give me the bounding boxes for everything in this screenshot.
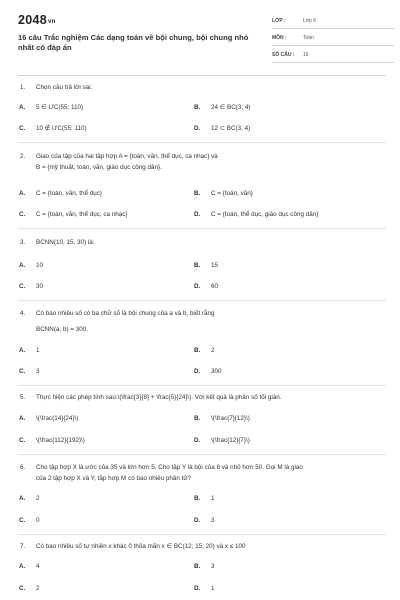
- option-letter: B.: [194, 495, 201, 502]
- option-text: 1: [211, 495, 215, 502]
- meta-row-subject: [272, 31, 394, 46]
- option-text: 1: [36, 347, 40, 354]
- worksheet-header: [18, 10, 386, 60]
- option-letter: C.: [19, 517, 26, 524]
- option-letter: D.: [194, 125, 201, 132]
- option-text: 60: [211, 283, 219, 290]
- meta-value: Lớp 6: [303, 18, 317, 24]
- question-text: Giao của tập của hai tập hợp A = {toán, văn, thể dục, ca nhạc} và: [36, 153, 218, 160]
- question-text: Chọn câu trả lời sai.: [36, 84, 93, 91]
- question-number: 6.: [20, 464, 26, 471]
- logo-suffix: vn: [48, 19, 56, 25]
- option-text: C = {toán, thể dục, giáo dục công dân}: [211, 211, 319, 218]
- meta-value: 16: [303, 52, 309, 58]
- option-text: C = {toán, văn, thể dục}: [36, 190, 102, 197]
- site-logo[interactable]: [18, 13, 56, 27]
- option-letter: C.: [19, 283, 26, 290]
- option-letter: B.: [194, 563, 201, 570]
- option-text: 3: [211, 563, 215, 570]
- meta-row-count: [272, 48, 394, 63]
- option-letter: C.: [19, 368, 26, 375]
- option-text: \(\frac{7}{12}\): [211, 415, 250, 422]
- option-letter: A.: [19, 495, 26, 502]
- option-text: \(\frac{14}{24}\): [36, 415, 79, 422]
- question-text: Có bao nhiêu số tự nhiên x khác 0 thỏa mãn x ∈ BC(12; 15; 20) và x ≤ 100: [36, 543, 246, 550]
- question-divider: [18, 300, 386, 301]
- option-text: 10: [36, 262, 44, 269]
- option-text: 3: [36, 368, 40, 375]
- meta-label: SỐ CÂU :: [272, 52, 295, 58]
- question-text: Thực hiện các phép tính sau:\(\frac{3}{8} + \frac{5}{24}\). Với kết quả là phân số tối giản.: [36, 394, 282, 401]
- question-number: 3.: [20, 239, 26, 246]
- option-text: 0: [36, 517, 40, 524]
- option-text: 24 ∈ BC(3; 4): [211, 104, 251, 111]
- option-letter: D.: [194, 437, 201, 444]
- option-text: 30: [36, 283, 44, 290]
- meta-label: LỚP :: [272, 18, 286, 24]
- option-text: 2: [36, 495, 40, 502]
- question-number: 2.: [20, 153, 26, 160]
- question-number: 5.: [20, 394, 26, 401]
- option-text: \(\frac{112}{192}\): [36, 437, 85, 444]
- option-letter: A.: [19, 190, 26, 197]
- option-letter: C.: [19, 437, 26, 444]
- option-text: C = {toán, văn, thể dục, ca nhạc}: [36, 211, 128, 218]
- meta-value: Toán: [303, 35, 314, 41]
- question-text: Có bao nhiêu số có ba chữ số là bội chung của a và b, biết rằng: [36, 310, 215, 317]
- question-text-line-2: của 2 tập hợp X và Y, tập hợp M có bao nhiêu phần tử?: [36, 475, 192, 482]
- question-divider: [18, 385, 386, 386]
- meta-label: MÔN :: [272, 35, 287, 41]
- option-text: 5 ∈ ƯC(55; 110): [36, 104, 84, 111]
- option-text: C = {toán, văn}: [211, 190, 253, 197]
- option-letter: A.: [19, 563, 26, 570]
- question-divider: [18, 228, 386, 229]
- option-letter: D.: [194, 283, 201, 290]
- option-text: 1: [211, 585, 215, 592]
- option-letter: C.: [19, 211, 26, 218]
- option-text: \(\frac{12}{7}\): [211, 437, 250, 444]
- meta-row-class: [272, 14, 394, 29]
- option-letter: D.: [194, 517, 201, 524]
- option-text: 300: [211, 368, 222, 375]
- option-letter: B.: [194, 415, 201, 422]
- option-letter: D.: [194, 368, 201, 375]
- question-divider: [18, 454, 386, 455]
- question-text: BCNN(10, 15, 30) là:: [36, 239, 95, 246]
- option-text: 4: [36, 563, 40, 570]
- option-letter: A.: [19, 415, 26, 422]
- question-text-line-2: BCNN(a, b) = 300.: [36, 326, 88, 333]
- question-number: 7.: [20, 543, 26, 550]
- question-number: 1.: [20, 84, 26, 91]
- question-text: Cho tập hợp X là ước của 35 và lớn hơn 5. Cho tập Y là bội của 8 và nhỏ hơn 50. Gọi M là giao: [36, 464, 303, 471]
- option-letter: B.: [194, 347, 201, 354]
- option-text: 3: [211, 517, 215, 524]
- option-text: 2: [36, 585, 40, 592]
- option-letter: C.: [19, 125, 26, 132]
- option-letter: C.: [19, 585, 26, 592]
- header-divider: [18, 75, 386, 76]
- option-text: 2: [211, 347, 215, 354]
- option-text: 15: [211, 262, 219, 269]
- meta-info: [272, 14, 394, 65]
- option-letter: B.: [194, 104, 201, 111]
- worksheet-title: 16 câu Trắc nghiệm Các dạng toán về bội chung, bội chung nhỏ nhất có đáp án: [18, 33, 249, 52]
- option-letter: A.: [19, 104, 26, 111]
- logo-text: 2048: [18, 13, 48, 27]
- question-number: 4.: [20, 310, 26, 317]
- option-letter: D.: [194, 211, 201, 218]
- option-text: 10 ∉ ƯC(55; 110): [36, 125, 87, 132]
- option-letter: B.: [194, 190, 201, 197]
- option-letter: A.: [19, 262, 26, 269]
- option-letter: D.: [194, 585, 201, 592]
- option-letter: B.: [194, 262, 201, 269]
- option-letter: A.: [19, 347, 26, 354]
- question-text-line-2: B = {mỹ thuật, toán, văn, giáo dục công dân}.: [36, 164, 162, 171]
- question-divider: [18, 142, 386, 143]
- option-text: 12 ⊂ BC(3; 4): [211, 125, 251, 132]
- question-divider: [18, 534, 386, 535]
